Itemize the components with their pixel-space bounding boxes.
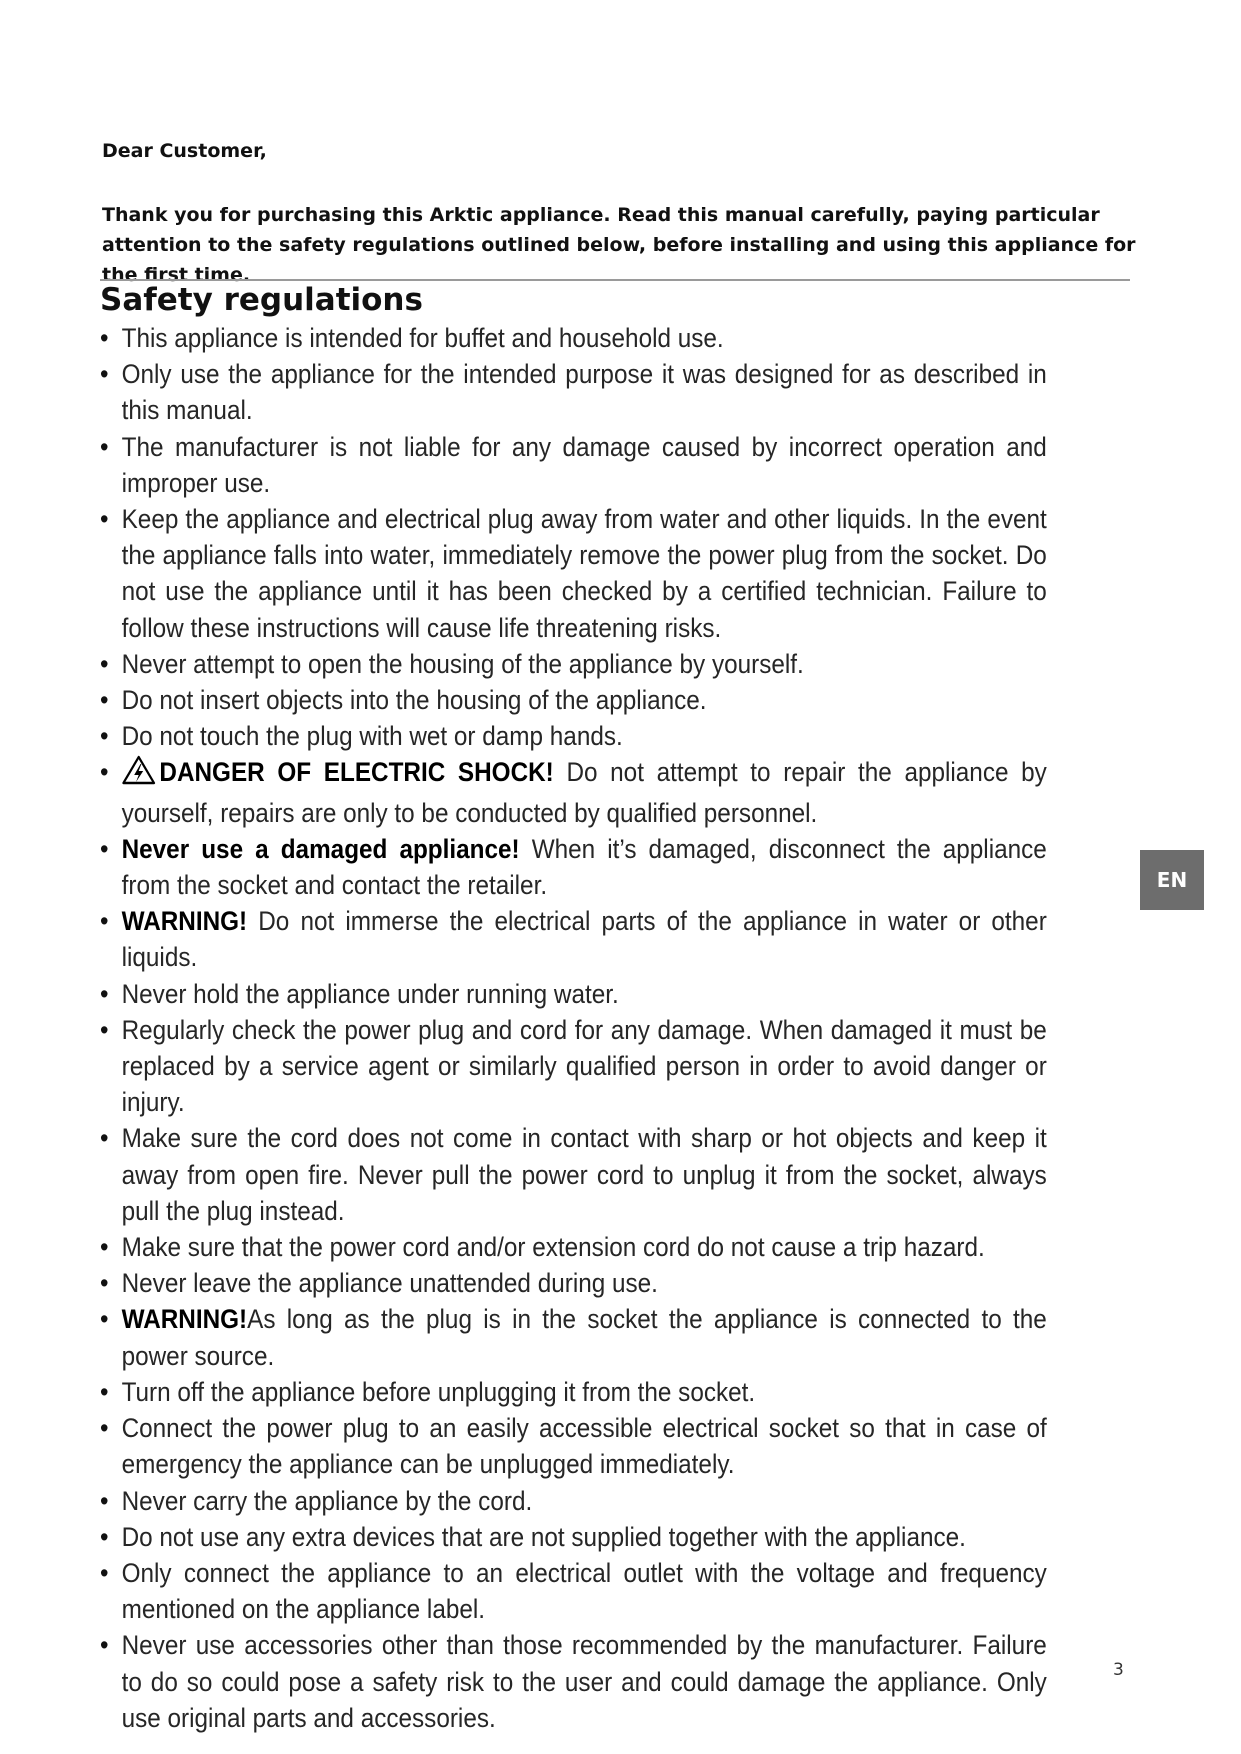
item-text: Do not insert objects into the housing of the appliance. xyxy=(121,685,707,716)
list-item xyxy=(100,1012,1047,1121)
list-item xyxy=(100,1519,1047,1555)
item-text: Never hold the appliance under running water. xyxy=(121,978,619,1009)
item-text: Keep the appliance and electrical plug away from water and other liquids. In the event the appliance falls into water, immediately remove the power plug from the socket. Do not use the appliance until it has been checked by a certified technician. Failure to follow these instructions will cause life threatening risks. xyxy=(121,504,1047,643)
list-item xyxy=(100,903,1047,975)
list-item xyxy=(100,1555,1047,1627)
item-lead: WARNING! xyxy=(121,1304,248,1335)
item-text: When it’s damaged, disconnect the appliance from the socket and contact the retailer. xyxy=(121,833,1047,901)
list-item xyxy=(100,754,1047,830)
item-text: Connect the power plug to an easily accessible electrical socket so that in case of emergency the appliance can be unplugged immediately. xyxy=(121,1413,1047,1480)
safety-rules-list xyxy=(100,320,1047,1736)
list-item xyxy=(100,1374,1047,1410)
item-text: Regularly check the power plug and cord for any damage. When damaged it must be replaced by a service agent or similarly qualified person in order to avoid danger or injury. xyxy=(121,1014,1047,1118)
page-number: 3 xyxy=(1113,1660,1124,1680)
list-item xyxy=(100,429,1047,501)
greeting: Dear Customer, xyxy=(102,140,267,162)
item-text: Never carry the appliance by the cord. xyxy=(121,1485,533,1516)
list-item xyxy=(100,1229,1047,1265)
language-tab: EN xyxy=(1140,850,1204,910)
list-item xyxy=(100,501,1047,646)
item-text: As long as the plug is in the socket the appliance is connected to the power source. xyxy=(121,1304,1047,1371)
list-item xyxy=(100,1301,1047,1373)
item-text: This appliance is intended for buffet and household use. xyxy=(121,323,724,353)
item-text: Make sure the cord does not come in contact with sharp or hot objects and keep it away from open fire. Never pull the power cord to unplug it from the socket, always pull the plug instead. xyxy=(121,1123,1047,1226)
list-item xyxy=(100,682,1047,718)
item-text: The manufacturer is not liable for any damage caused by incorrect operation and improper use. xyxy=(121,431,1047,498)
divider xyxy=(100,279,1130,281)
list-item xyxy=(100,1410,1047,1482)
item-text: Only use the appliance for the intended purpose it was designed for as described in this manual. xyxy=(121,359,1047,426)
item-lead: Never use a damaged appliance! xyxy=(121,833,520,864)
item-text: Turn off the appliance before unplugging it from the socket. xyxy=(121,1376,756,1407)
list-item xyxy=(100,831,1047,903)
list-item xyxy=(100,1483,1047,1519)
item-lead: WARNING! xyxy=(121,906,248,937)
warning-triangle-icon xyxy=(122,755,156,794)
list-item xyxy=(100,1265,1047,1301)
item-text: Do not attempt to repair the appliance by yourself, repairs are only to be conducted by qualified personnel. xyxy=(121,757,1047,828)
intro-paragraph: Thank you for purchasing this Arktic appliance. Read this manual carefully, paying particular attention to the safety regulations outlined below, before installing and using this appliance for the first time. xyxy=(102,204,1136,286)
list-item xyxy=(100,1627,1047,1736)
item-text: Make sure that the power cord and/or extension cord do not cause a trip hazard. xyxy=(121,1232,985,1263)
list-item xyxy=(100,976,1047,1012)
item-text: Do not immerse the electrical parts of the appliance in water or other liquids. xyxy=(121,906,1047,973)
item-text: Never attempt to open the housing of the appliance by yourself. xyxy=(121,648,804,679)
item-text: Never use accessories other than those recommended by the manufacturer. Failure to do so could pose a safety risk to the user and could damage the appliance. Only use original parts and accessories. xyxy=(121,1630,1047,1733)
item-text: Never leave the appliance unattended during use. xyxy=(121,1268,658,1299)
item-text: Only connect the appliance to an electrical outlet with the voltage and frequency mentioned on the appliance label. xyxy=(121,1557,1047,1625)
list-item xyxy=(100,320,1047,356)
section-title: Safety regulations xyxy=(100,282,423,318)
item-text: Do not use any extra devices that are not supplied together with the appliance. xyxy=(121,1521,966,1552)
list-item xyxy=(100,646,1047,682)
item-lead: DANGER OF ELECTRIC SHOCK! xyxy=(159,757,554,788)
item-text: Do not touch the plug with wet or damp hands. xyxy=(121,721,623,752)
list-item xyxy=(100,1120,1047,1229)
list-item xyxy=(100,718,1047,754)
list-item xyxy=(100,356,1047,428)
